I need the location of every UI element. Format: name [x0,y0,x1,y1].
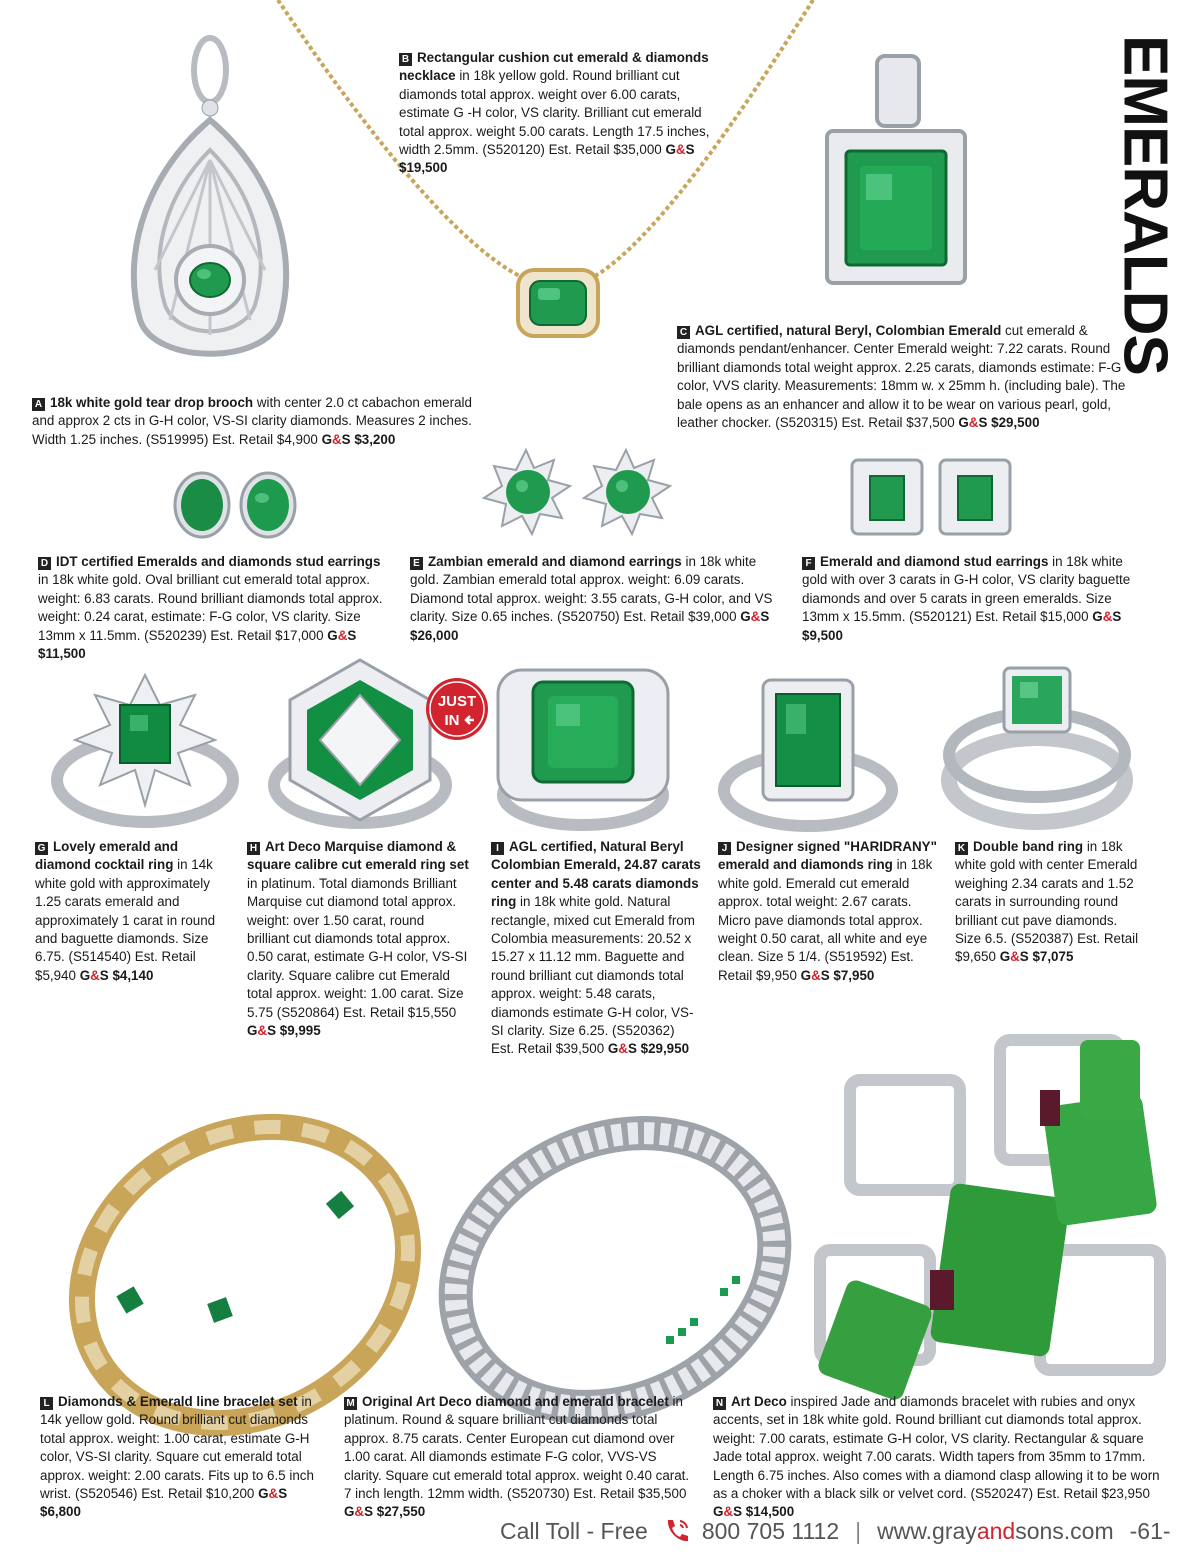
item-body: in 18k white gold with center Emerald weighing 2.34 carats and 1.52 carats in surrounding round brilliant cut pave diamonds. Size 6.5. (S520387) Est. Retail $9,650 [955,839,1139,965]
item-title: IDT certified Emeralds and diamonds stud earrings [56,554,381,569]
website-link[interactable]: www.grayandsons.com [877,1517,1114,1544]
item-letter: G [35,842,48,855]
item-price: $6,800 [40,1504,81,1520]
item-letter: B [399,53,412,66]
item-price: $7,075 [1032,949,1074,965]
section-title: EMERALDS [1110,35,1180,375]
item-title: Art Deco [731,1394,787,1409]
gs-mark: G&S [740,609,770,625]
photo-haridrany-ring [718,672,898,830]
photo-double-band-ring [942,660,1132,830]
photo-oval-earrings [170,470,300,540]
gs-mark: G&S [327,627,357,643]
item-letter: L [40,1397,53,1410]
item-body: in 18k white gold with over 3 carats in G-H color, VS clarity baguette diamonds and over 5 carats in green emeralds. Size 13mm x 15.5mm. (S520121) Est. Retail $15,000 [802,554,1131,625]
item-j [718,838,938,985]
item-price: $27,550 [376,1504,426,1520]
just-in-badge [424,676,490,742]
item-letter: H [247,842,260,855]
item-title: Designer signed "HARIDRANY" emerald and diamonds ring [718,839,937,873]
gs-mark: G&S [258,1486,288,1502]
item-g [35,838,235,985]
item-letter: M [344,1397,357,1410]
item-body: in 18k white gold. Oval brilliant cut emerald total approx. weight: 6.83 carats. Round brilliant diamonds total approx. weight: 0.24 carat, estimate: F-G color, VS clarity. Size 13mm x 11.5mm. (S520239) Est. Retail $17,000 [38,572,383,643]
item-title: Original Art Deco diamond and emerald bracelet [362,1394,669,1409]
phone-icon [662,1516,692,1546]
item-c [677,322,1129,432]
item-body: cut emerald & diamonds pendant/enhancer. Center Emerald weight: 7.22 carats. Round brilliant diamonds total weight approx. 2.25 carats, diamonds estimate: F-G color, VVS clarity. Measurements: 18mm w. x 25mm h. (including bale). The bale opens as an enhancer and allow it to be wear on various pearl, gold, leather chocker. (S520315) Est. Retail $37,500 [677,323,1126,431]
call-label: Call Toll - Free [500,1517,648,1544]
item-body: in 18k yellow gold. Round brilliant cut diamonds total approx. weight over 6.00 carats, estimate G -H color, VS clarity. Brilliant cut emerald total approx. weight 5.00 carats. Length 17.5 inches, width 2.5mm. (S520120) Est. Retail $35,000 [399,68,710,158]
item-price: $7,950 [833,967,875,983]
item-letter: F [802,557,815,570]
item-price: $11,500 [38,646,86,662]
gs-mark: G&S [1092,609,1122,625]
gs-mark: G&S [665,142,695,158]
item-title: AGL certified, Natural Beryl Colombian Emerald, 24.87 carats center and 5.48 carats diamonds ring [491,839,701,910]
item-letter: D [38,557,51,570]
item-letter: C [677,326,690,339]
item-b [399,49,717,178]
badge-line1: JUST [437,693,477,710]
gs-mark: G&S [800,967,834,983]
footer [500,1513,1190,1549]
item-letter: I [491,842,504,855]
item-title: Diamonds & Emerald line bracelet set [58,1394,298,1409]
item-d [38,553,390,663]
photo-zambian-earrings [476,448,676,538]
page-number: -61- [1129,1517,1171,1544]
gs-mark: G&S [607,1041,641,1057]
item-letter: E [410,557,423,570]
item-title: Lovely emerald and diamond cocktail ring [35,839,179,873]
item-body: in 18k white gold. Zambian emerald total approx. weight: 6.09 carats. Diamond total approx. weight: 3.55 carats, G-H color, and VS clarity. Size 0.65 inches. (S520750) Est. Retail $39,000 [410,554,773,625]
item-body: in 14k white gold with approximately 1.25 carats emerald and approximately 1 carat in round and baguette diamonds. Size 6.75. (S514540) Est. Retail $5,940 [35,857,216,983]
item-title: AGL certified, natural Beryl, Colombian Emerald [695,323,1002,338]
item-body: in 18k white gold. Emerald cut emerald approx. total weight: 2.67 carats. Micro pave diamonds total approx. weight 0.50 carat, all white and eye clean. Size 5 1/4. (S519592) Est. Retail $9,950 [718,857,933,983]
item-i [491,838,701,1059]
item-body: in platinum. Total diamonds Brilliant Marquise cut diamond total approx. weight: over 1.50 carat, round brilliant cut diamonds total approx. 0.50 carat, estimate G-H color, VS-SI clarity. Square calibre cut Emerald total approx. weight: 1.00 carat. Size 5.75 (S520864) Est. Retail $15,550 [247,875,468,1020]
gs-mark: G&S [713,1504,746,1520]
item-price: $26,000 [410,627,459,643]
item-title: Zambian emerald and diamond earrings [428,554,682,569]
photo-art-deco-bracelet [420,1080,800,1435]
item-letter: A [32,398,45,411]
gs-mark: G&S [999,949,1033,965]
photo-jade-bracelet [790,1020,1190,1440]
item-price: $9,500 [802,627,843,643]
item-title: 18k white gold tear drop brooch [50,395,254,410]
item-n [713,1393,1163,1522]
photo-baguette-earrings [848,456,1014,538]
item-e [410,553,782,645]
item-title: Double band ring [973,839,1084,854]
badge-line2: IN [444,712,460,729]
gs-mark: G&S [958,415,992,431]
item-price: $29,500 [991,415,1040,431]
item-k [955,838,1145,967]
item-body: inspired Jade and diamonds bracelet with rubies and onyx accents, set in 18k white gold. Round brilliant cut diamonds total approx. weight: 7.00 carats, estimate G-H color, VS clarity. Rectangular & square Jade total approx. weight 7.00 carats. Width tapers from 35mm to 17mm. Length 6.75 inches. Also comes with a diamond clasp allowing it to be worn as a choker with a black silk or velvet cord. (S520247) Est. Retail $23,950 [713,1394,1160,1502]
item-letter: K [955,842,968,855]
photo-line-bracelet [40,1085,435,1440]
item-price: $9,995 [279,1023,321,1039]
item-a [32,394,472,449]
phone-number[interactable]: 800 705 1112 [701,1517,840,1544]
item-price: $3,200 [354,431,396,447]
item-price: $29,950 [640,1041,690,1057]
gs-mark: G&S [321,431,355,447]
item-m [344,1393,696,1522]
item-price: $19,500 [399,160,448,176]
item-price: $14,500 [745,1504,795,1520]
item-title: Emerald and diamond stud earrings [820,554,1049,569]
item-title: Art Deco Marquise diamond & square calibre cut emerald ring set [247,839,469,873]
item-title: Rectangular cushion cut emerald & diamonds necklace [399,50,709,84]
item-body: in platinum. Round & square brilliant cut diamonds total approx. 8.75 carats. Center European cut diamond over 1.00 carat. All diamonds estimate F-G color, VVS-VS clarity. Square cut emerald total approx. weight 0.40 carat. 7 inch length. 12mm width. (S520730) Est. Retail $35,500 [344,1394,690,1502]
photo-colombian-ring [488,660,678,830]
item-price: $4,140 [112,967,154,983]
item-letter: J [718,842,731,855]
item-h [247,838,469,1040]
photo-pendant [822,56,972,288]
gs-mark: G&S [79,967,113,983]
item-l [40,1393,325,1522]
gs-mark: G&S [247,1023,280,1039]
photo-cocktail-ring [50,665,240,830]
item-letter: N [713,1397,726,1410]
item-body: with center 2.0 ct cabachon emerald and approx 2 cts in G-H color, VS-SI clarity diamonds. Measures 2 inches. Width 1.25 inches. (S519995) Est. Retail $4,900 [32,395,472,447]
footer-separator: | [855,1517,862,1544]
item-body: in 14k yellow gold. Round brilliant cut diamonds total approx. weight: 1.00 carat, estimate G-H color, VS-SI clarity. Square cut emerald total approx. weight: 2.00 carats. Fits up to 6.5 inch wrist. (S520546) Est. Retail $10,200 [40,1394,314,1502]
item-body: in 18k white gold. Natural rectangle, mixed cut Emerald from Colombia measurements: 20.52 x 15.27 x 11.12 mm. Baguette and round brilliant cut diamonds total approx. weight: 5.48 carats, diamonds estimate G-H color, VS-SI clarity. Size 6.25. (S520362) Est. Retail $39,500 [491,894,695,1057]
item-f [802,553,1148,645]
gs-mark: G&S [344,1504,377,1520]
